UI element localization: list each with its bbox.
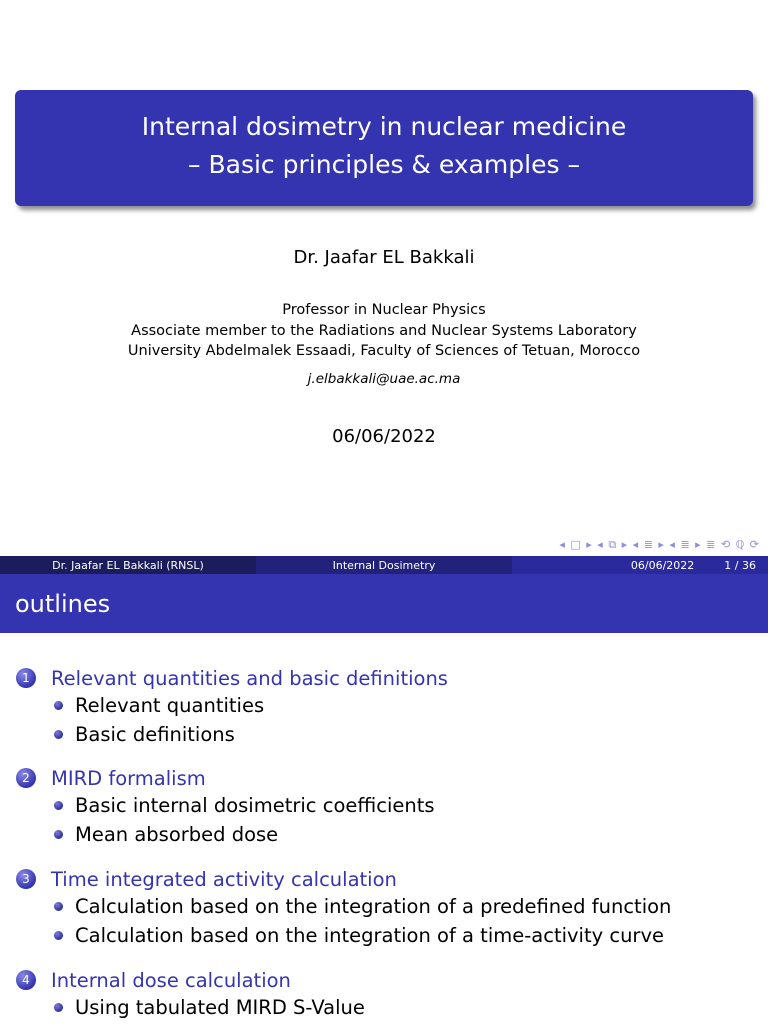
section-header[interactable] [16, 665, 756, 691]
section-number-ball-icon: 4 [16, 970, 36, 990]
title-line-1: Internal dosimetry in nuclear medicine [141, 112, 627, 141]
affiliation-line-2: Associate member to the Radiations and Nuclear Systems Laboratory [131, 322, 637, 339]
bullet-icon [54, 801, 63, 810]
outline-heading: outlines [15, 590, 111, 618]
footer-author: Dr. Jaafar EL Bakkali (RNSL) [0, 556, 256, 574]
list-item[interactable] [16, 921, 756, 950]
bullet-icon [54, 730, 63, 739]
bullet-icon [54, 931, 63, 940]
affiliation-line-3: University Abdelmalek Essaadi, Faculty of Sciences of Tetuan, Morocco [127, 343, 641, 359]
bullet-icon [54, 830, 63, 839]
presentation-date: 06/06/2022 [332, 426, 436, 447]
list-item-text[interactable]: Calculation based on the integration of a predefined function [75, 895, 672, 918]
bullet-icon [54, 902, 63, 911]
footer-title: Internal Dosimetry [256, 556, 512, 574]
section-header[interactable] [16, 967, 756, 993]
beamer-navigation-icons[interactable]: ◂ □ ▸ ◂ ⧉ ▸ ◂ ≣ ▸ ◂ ≣ ▸ ≣ ⟲ ℚ ⟳ [559, 538, 760, 551]
title-line-2: – Basic principles & examples – [188, 150, 580, 179]
section-header[interactable] [16, 765, 756, 791]
list-item[interactable] [16, 820, 756, 849]
title-box [15, 90, 753, 206]
list-item[interactable] [16, 691, 756, 720]
list-item-text[interactable]: Calculation based on the integration of a time-activity curve [75, 924, 664, 947]
section-number-ball-icon: 3 [16, 869, 36, 889]
section-title[interactable]: Time integrated activity calculation [51, 867, 397, 891]
list-item-text[interactable]: Relevant quantities [75, 694, 265, 717]
author-name: Dr. Jaafar EL Bakkali [293, 247, 475, 268]
outline-section-4 [16, 967, 756, 1022]
affiliation-line-1: Professor in Nuclear Physics [282, 302, 486, 318]
list-item-text[interactable]: Basic internal dosimetric coefficients [75, 794, 435, 817]
footer-date: 06/06/2022 [630, 558, 695, 572]
outline-section-3 [16, 866, 756, 950]
list-item[interactable] [16, 720, 756, 749]
list-item[interactable] [16, 791, 756, 820]
slide-footer [0, 556, 768, 574]
outline-header [0, 574, 768, 633]
section-title[interactable]: Internal dose calculation [51, 968, 291, 992]
section-number-ball-icon: 2 [16, 768, 36, 788]
section-title[interactable]: MIRD formalism [51, 766, 206, 790]
footer-date-page [512, 556, 768, 574]
outline-section-1 [16, 665, 756, 749]
outline-section-2 [16, 765, 756, 849]
list-item[interactable] [16, 892, 756, 921]
list-item[interactable] [16, 993, 756, 1022]
section-title[interactable]: Relevant quantities and basic definitions [51, 666, 448, 690]
section-header[interactable] [16, 866, 756, 892]
outline-list [0, 633, 768, 1024]
affiliation [0, 300, 768, 362]
list-item-text[interactable]: Mean absorbed dose [75, 823, 279, 846]
footer-page-number: 1 / 36 [724, 558, 756, 572]
bullet-icon [54, 1003, 63, 1012]
bullet-icon [54, 701, 63, 710]
list-item-text[interactable]: Using tabulated MIRD S-Value [75, 996, 365, 1019]
author-email: j.elbakkali@uae.ac.ma [307, 371, 461, 387]
list-item-text[interactable]: Basic definitions [75, 723, 235, 746]
section-number-ball-icon: 1 [16, 668, 36, 688]
